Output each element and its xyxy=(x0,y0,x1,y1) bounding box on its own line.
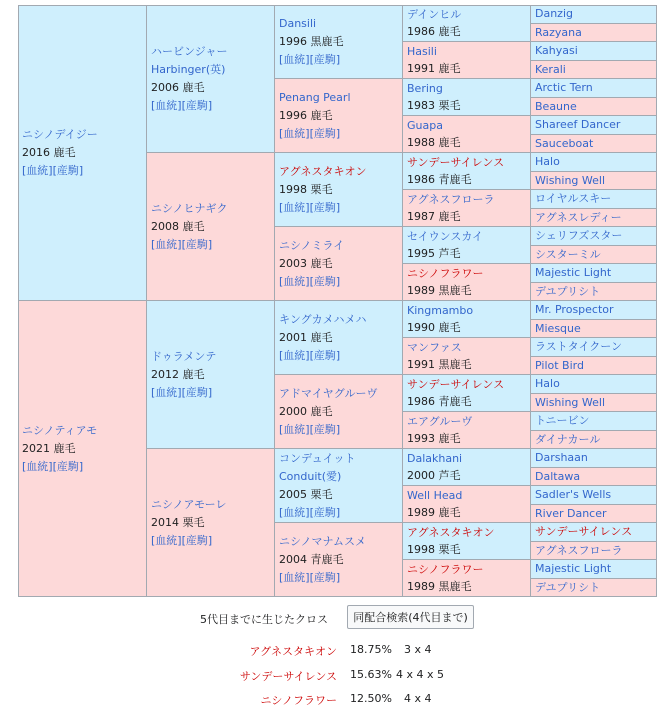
horse-name-link[interactable]: Majestic Light xyxy=(535,562,612,575)
horse-name-link[interactable]: Guapa xyxy=(407,119,443,132)
horse-name-link[interactable]: シェリフズスター xyxy=(535,229,623,242)
gen5-horse-cell xyxy=(531,98,657,116)
gen3-horse-cell xyxy=(275,79,403,153)
horse-birth-year-coat: 1989 鹿毛 xyxy=(407,506,461,519)
gen5-horse-cell xyxy=(531,449,657,468)
gen4-horse-cell xyxy=(403,153,531,190)
horse-birth-year-coat: 2000 鹿毛 xyxy=(279,404,333,418)
horse-name-link[interactable]: ハービンジャー xyxy=(151,44,228,58)
gen4-horse-cell xyxy=(403,375,531,412)
horse-name-link[interactable]: ダイナカール xyxy=(535,433,601,446)
cross-row xyxy=(0,668,657,684)
horse-name-link[interactable]: Wishing Well xyxy=(535,174,606,187)
horse-birth-year-coat: 2016 鹿毛 xyxy=(22,145,76,159)
horse-birth-year-coat: 2021 鹿毛 xyxy=(22,441,76,455)
horse-name-link[interactable]: エアグルーヴ xyxy=(407,415,473,428)
pedigree-offspring-links[interactable]: [血統][産駒] xyxy=(22,163,84,177)
cross-percentage: 15.63% xyxy=(350,668,392,681)
pedigree-offspring-links[interactable]: [血統][産駒] xyxy=(151,237,213,251)
pedigree-offspring-links[interactable]: [血統][産駒] xyxy=(151,385,213,399)
horse-name-link[interactable]: Dansili xyxy=(279,16,317,30)
pedigree-offspring-links[interactable]: [血統][産駒] xyxy=(279,200,341,214)
horse-birth-year-coat: 1995 芦毛 xyxy=(407,247,461,260)
horse-name-link[interactable]: Kerali xyxy=(535,63,566,76)
gen5-horse-cell xyxy=(531,79,657,98)
pedigree-offspring-links[interactable]: [血統][産駒] xyxy=(151,98,213,112)
horse-birth-year-coat: 1988 鹿毛 xyxy=(407,136,461,149)
horse-name-link[interactable]: デユプリシト xyxy=(535,285,601,298)
gen5-horse-cell xyxy=(531,431,657,449)
horse-origin-name-link[interactable]: Conduit(愛) xyxy=(279,469,342,483)
horse-name-link[interactable]: ニシノアモーレ xyxy=(151,497,227,511)
horse-name-link[interactable]: Mr. Prospector xyxy=(535,303,614,316)
horse-name-link[interactable]: サンデーサイレンス xyxy=(535,525,633,538)
gen2-horse-cell xyxy=(147,449,275,597)
gen3-horse-cell xyxy=(275,301,403,375)
pedigree-offspring-links[interactable]: [血統][産駒] xyxy=(279,52,341,66)
horse-name-link[interactable]: Penang Pearl xyxy=(279,90,351,104)
horse-name-link[interactable]: Wishing Well xyxy=(535,396,606,409)
gen4-horse-cell xyxy=(403,227,531,264)
gen2-horse-cell xyxy=(147,5,275,153)
gen5-horse-cell xyxy=(531,246,657,264)
gen4-horse-cell xyxy=(403,42,531,79)
gen5-horse-cell xyxy=(531,61,657,79)
gen4-horse-cell xyxy=(403,79,531,116)
horse-birth-year-coat: 1998 栗毛 xyxy=(407,543,461,556)
horse-name-link[interactable]: Kahyasi xyxy=(535,44,578,57)
horse-birth-year-coat: 2012 鹿毛 xyxy=(151,367,205,381)
gen5-horse-cell xyxy=(531,320,657,338)
horse-name-link[interactable]: サンデーサイレンス xyxy=(407,378,505,391)
pedigree-offspring-links[interactable]: [血統][産駒] xyxy=(151,533,213,547)
gen4-horse-cell xyxy=(403,264,531,301)
gen3-horse-cell xyxy=(275,5,403,79)
gen4-horse-cell xyxy=(403,190,531,227)
horse-name-link[interactable]: キングカメハメハ xyxy=(279,312,367,326)
horse-name-link[interactable]: Shareef Dancer xyxy=(535,118,621,131)
gen4-horse-cell xyxy=(403,449,531,486)
horse-name-link[interactable]: Hasili xyxy=(407,45,437,58)
horse-name-link[interactable]: アグネスタキオン xyxy=(279,164,367,178)
pedigree-offspring-links[interactable]: [血統][産駒] xyxy=(22,459,84,473)
gen5-horse-cell xyxy=(531,283,657,301)
gen5-horse-cell xyxy=(531,172,657,190)
horse-name-link[interactable]: River Dancer xyxy=(535,507,607,520)
horse-name-link[interactable]: Dalakhani xyxy=(407,452,463,465)
gen3-horse-cell xyxy=(275,153,403,227)
horse-birth-year-coat: 1989 黒鹿毛 xyxy=(407,284,472,297)
cross-generations: 4 x 4 xyxy=(404,692,432,705)
gen5-horse-cell xyxy=(531,153,657,172)
horse-name-link[interactable]: コンデュイット xyxy=(279,451,356,465)
gen3-horse-cell xyxy=(275,449,403,523)
gen3-horse-cell xyxy=(275,523,403,597)
gen5-horse-cell xyxy=(531,135,657,153)
gen5-horse-cell xyxy=(531,468,657,486)
pedigree-offspring-links[interactable]: [血統][産駒] xyxy=(279,570,341,584)
cross-generations: 3 x 4 xyxy=(404,643,432,656)
pedigree-table xyxy=(18,5,657,597)
horse-name-link[interactable]: シスターミル xyxy=(535,248,601,261)
horse-name-link[interactable]: ニシノミライ xyxy=(279,238,345,252)
gen5-horse-cell xyxy=(531,523,657,542)
horse-name-link[interactable]: Sauceboat xyxy=(535,137,594,150)
horse-birth-year-coat: 1987 鹿毛 xyxy=(407,210,461,223)
gen5-horse-cell xyxy=(531,264,657,283)
horse-birth-year-coat: 1996 黒鹿毛 xyxy=(279,34,344,48)
horse-birth-year-coat: 2003 鹿毛 xyxy=(279,256,333,270)
horse-name-link[interactable]: ロイヤルスキー xyxy=(535,192,612,205)
horse-name-link[interactable]: Danzig xyxy=(535,7,573,20)
gen5-horse-cell xyxy=(531,375,657,394)
gen3-horse-cell xyxy=(275,375,403,449)
gen2-horse-cell xyxy=(147,301,275,449)
gen5-horse-cell xyxy=(531,42,657,61)
horse-name-link[interactable]: デユプリシト xyxy=(535,581,601,594)
horse-name-link[interactable]: マンファス xyxy=(407,341,462,354)
gen5-horse-cell xyxy=(531,301,657,320)
cross-generations: 4 x 4 x 5 xyxy=(396,668,445,681)
horse-name-link[interactable]: セイウンスカイ xyxy=(407,230,484,243)
gen5-horse-cell xyxy=(531,209,657,227)
horse-name-link[interactable]: アグネスフローラ xyxy=(407,193,495,206)
gen5-horse-cell xyxy=(531,394,657,412)
cross-percentage: 18.75% xyxy=(350,643,392,656)
horse-birth-year-coat: 2000 芦毛 xyxy=(407,469,461,482)
cross-row xyxy=(0,692,657,708)
horse-name-link[interactable]: Beaune xyxy=(535,100,577,113)
horse-birth-year-coat: 1986 鹿毛 xyxy=(407,25,461,38)
cross-horse-link[interactable]: ニシノフラワー xyxy=(260,694,337,707)
horse-name-link[interactable]: ニシノデイジー xyxy=(22,127,98,141)
horse-birth-year-coat: 2001 鹿毛 xyxy=(279,330,333,344)
pedigree-offspring-links[interactable]: [血統][産駒] xyxy=(279,348,341,362)
same-breeding-search-button[interactable]: 同配合検索(4代目まで) xyxy=(347,605,474,629)
horse-name-link[interactable]: サンデーサイレンス xyxy=(407,156,505,169)
horse-name-link[interactable]: デインヒル xyxy=(407,8,462,21)
gen4-horse-cell xyxy=(403,338,531,375)
horse-name-link[interactable]: Darshaan xyxy=(535,451,588,464)
horse-name-link[interactable]: Majestic Light xyxy=(535,266,612,279)
horse-name-link[interactable]: Sadler's Wells xyxy=(535,488,612,501)
gen5-horse-cell xyxy=(531,542,657,560)
pedigree-offspring-links[interactable]: [血統][産駒] xyxy=(279,126,341,140)
horse-name-link[interactable]: Miesque xyxy=(535,322,581,335)
horse-birth-year-coat: 1986 青鹿毛 xyxy=(407,395,472,408)
horse-birth-year-coat: 2004 青鹿毛 xyxy=(279,552,344,566)
horse-birth-year-coat: 1996 鹿毛 xyxy=(279,108,333,122)
cross-percentage: 12.50% xyxy=(350,692,392,705)
horse-name-link[interactable]: ニシノフラワー xyxy=(407,267,484,280)
gen5-horse-cell xyxy=(531,486,657,505)
pedigree-offspring-links[interactable]: [血統][産駒] xyxy=(279,505,341,519)
horse-name-link[interactable]: ニシノフラワー xyxy=(407,563,484,576)
horse-birth-year-coat: 1991 鹿毛 xyxy=(407,62,461,75)
gen5-horse-cell xyxy=(531,338,657,357)
horse-birth-year-coat: 1998 栗毛 xyxy=(279,182,333,196)
horse-name-link[interactable]: アドマイヤグルーヴ xyxy=(279,386,378,400)
horse-birth-year-coat: 1986 青鹿毛 xyxy=(407,173,472,186)
gen5-horse-cell xyxy=(531,116,657,135)
horse-name-link[interactable]: Daltawa xyxy=(535,470,581,483)
gen5-horse-cell xyxy=(531,227,657,246)
horse-birth-year-coat: 1991 黒鹿毛 xyxy=(407,358,472,371)
gen5-horse-cell xyxy=(531,357,657,375)
horse-birth-year-coat: 2006 鹿毛 xyxy=(151,80,205,94)
horse-name-link[interactable]: ニシノティアモ xyxy=(22,423,98,437)
gen5-horse-cell xyxy=(531,560,657,579)
gen3-horse-cell xyxy=(275,227,403,301)
horse-birth-year-coat: 1990 鹿毛 xyxy=(407,321,461,334)
gen4-horse-cell xyxy=(403,412,531,449)
gen5-horse-cell xyxy=(531,5,657,24)
gen4-horse-cell xyxy=(403,523,531,560)
cross-horse-link[interactable]: サンデーサイレンス xyxy=(239,670,337,683)
horse-name-link[interactable]: ニシノマナムスメ xyxy=(279,534,367,548)
cross-label: 5代目までに生じたクロス xyxy=(200,613,328,626)
horse-birth-year-coat: 2008 鹿毛 xyxy=(151,219,205,233)
pedigree-offspring-links[interactable]: [血統][産駒] xyxy=(279,274,341,288)
horse-birth-year-coat: 1983 栗毛 xyxy=(407,99,461,112)
horse-origin-name-link[interactable]: Harbinger(英) xyxy=(151,62,226,76)
horse-birth-year-coat: 2005 栗毛 xyxy=(279,487,333,501)
gen5-horse-cell xyxy=(531,412,657,431)
horse-name-link[interactable]: Bering xyxy=(407,82,443,95)
horse-name-link[interactable]: アグネスタキオン xyxy=(407,526,495,539)
horse-birth-year-coat: 1989 黒鹿毛 xyxy=(407,580,472,593)
horse-name-link[interactable]: アグネスフローラ xyxy=(535,544,623,557)
horse-name-link[interactable]: トニービン xyxy=(535,414,590,427)
gen4-horse-cell xyxy=(403,560,531,597)
gen5-horse-cell xyxy=(531,579,657,597)
gen1-horse-cell xyxy=(18,301,147,597)
horse-name-link[interactable]: ラストタイクーン xyxy=(535,340,623,353)
gen4-horse-cell xyxy=(403,116,531,153)
gen5-horse-cell xyxy=(531,505,657,523)
gen4-horse-cell xyxy=(403,5,531,42)
horse-name-link[interactable]: ニシノヒナギク xyxy=(151,201,228,215)
gen4-horse-cell xyxy=(403,301,531,338)
cross-row xyxy=(0,643,657,659)
pedigree-offspring-links[interactable]: [血統][産駒] xyxy=(279,422,341,436)
gen4-horse-cell xyxy=(403,486,531,523)
gen2-horse-cell xyxy=(147,153,275,301)
horse-name-link[interactable]: Halo xyxy=(535,377,560,390)
horse-name-link[interactable]: ドゥラメンテ xyxy=(151,349,217,363)
horse-name-link[interactable]: Pilot Bird xyxy=(535,359,584,372)
gen5-horse-cell xyxy=(531,190,657,209)
horse-name-link[interactable]: Halo xyxy=(535,155,560,168)
horse-name-link[interactable]: Kingmambo xyxy=(407,304,474,317)
cross-horse-link[interactable]: アグネスタキオン xyxy=(249,645,337,658)
horse-birth-year-coat: 1993 鹿毛 xyxy=(407,432,461,445)
horse-birth-year-coat: 2014 栗毛 xyxy=(151,515,205,529)
horse-name-link[interactable]: Well Head xyxy=(407,489,463,502)
horse-name-link[interactable]: Arctic Tern xyxy=(535,81,593,94)
gen5-horse-cell xyxy=(531,24,657,42)
horse-name-link[interactable]: アグネスレディー xyxy=(535,211,622,224)
gen1-horse-cell xyxy=(18,5,147,301)
horse-name-link[interactable]: Razyana xyxy=(535,26,582,39)
